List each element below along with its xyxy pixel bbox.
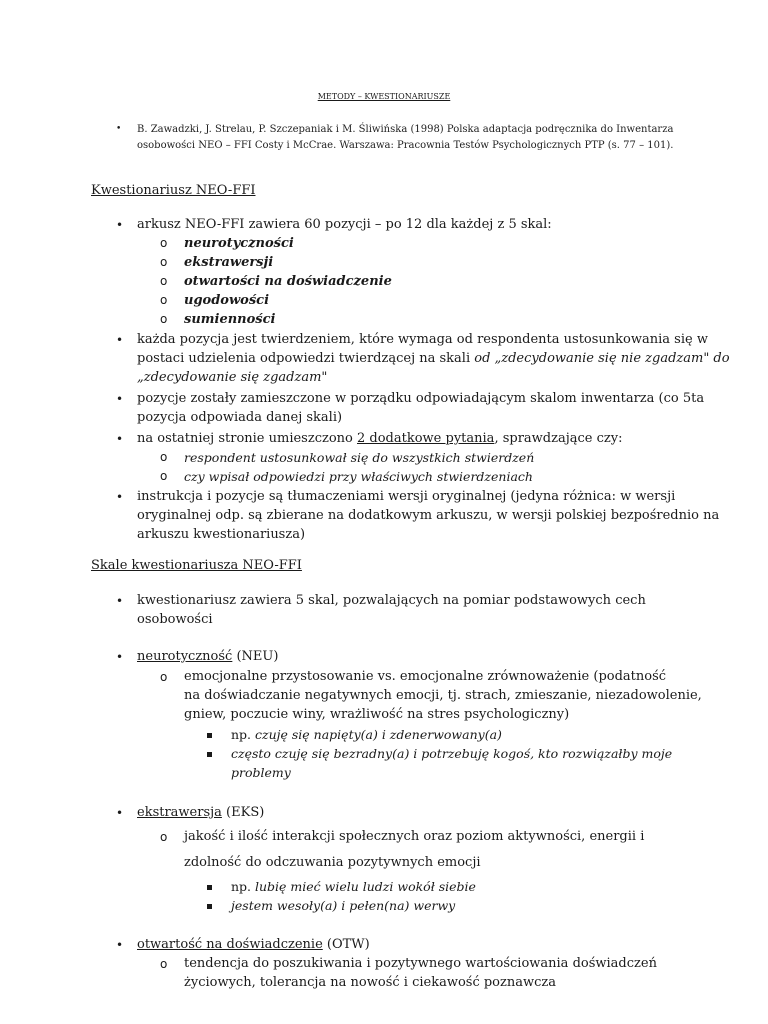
circle-bullet-icon: o [160,957,168,971]
reference-line-2: osobowości NEO – FFI Costy i McCrae. Warszawa: Pracownia Testów Psychologicznych PTP (s. 77 – 101). [137,140,674,151]
scale-example [231,877,476,896]
scale-example [231,725,502,744]
scale-otw-heading [137,935,370,954]
scale-code: (EKS) [221,805,265,820]
circle-bullet-icon: o [160,274,168,288]
extra-questions-highlight: 2 dodatkowe pytania [357,431,495,446]
bullet-icon: • [116,650,124,664]
square-bullet-icon [207,904,212,909]
bullet-item-order-line: pozycje zostały zamieszczone w porządku odpowiadającym skalom inwentarza (co 5ta [137,391,705,406]
bullet-item-items-count: arkusz NEO-FFI zawiera 60 pozycji – po 12 dla każdej z 5 skal: [137,217,552,232]
square-bullet-icon [207,733,212,738]
bullet-item-statement-line: każda pozycja jest twierdzeniem, które wymaga od respondenta ustosunkowania się w [137,332,708,347]
bullet-icon: • [116,392,124,406]
circle-bullet-icon: o [160,670,168,684]
scale-description-line: tendencja do poszukiwania i pozytywnego wartościowania doświadczeń [184,956,657,971]
square-bullet-icon [207,885,212,890]
bullet-item-translation-line: instrukcja i pozycje są tłumaczeniami wersji oryginalnej (jedyna różnica: w wersji [137,489,676,504]
reference-line-1: B. Zawadzki, J. Strelau, P. Szczepaniak i M. Śliwińska (1998) Polska adaptacja podręcznika do Inwentarza [137,124,674,135]
example-text: lubię mieć wielu ludzi wokół siebie [255,879,476,894]
section-heading-scales: Skale kwestionariusza NEO-FFI [91,558,302,573]
scale-code: (NEU) [232,649,279,664]
scale-code: (OTW) [322,937,370,952]
bullet-item-statement-line [137,349,730,368]
section-heading-neo-ffi: Kwestionariusz NEO-FFI [91,183,256,198]
scale-item: otwartości na doświadczenie [184,274,392,289]
circle-bullet-icon: o [160,450,168,464]
intro-line: osobowości [137,612,213,627]
scale-range-text: „zdecydowanie się zgadzam" [137,370,328,385]
bullet-item-translation-line: arkuszu kwestionariusza) [137,527,306,542]
extra-question-item: respondent ustosunkował się do wszystkich stwierdzeń [184,450,535,465]
circle-bullet-icon: o [160,830,168,844]
scale-description-line: jakość i ilość interakcji społecznych oraz poziom aktywności, energii i [184,829,645,844]
scale-item: ekstrawersji [184,255,274,270]
scale-name: otwartość na doświadczenie [137,937,323,952]
page-title: METODY – KWESTIONARIUSZE [317,92,451,101]
square-bullet-icon [207,752,212,757]
scale-description-line: życiowych, tolerancja na nowość i ciekawość poznawcza [184,975,556,990]
circle-bullet-icon: o [160,255,168,269]
scale-eks-heading [137,803,264,822]
bullet-icon: • [116,218,124,232]
bullet-icon: • [116,938,124,952]
bullet-icon: • [116,432,124,446]
intro-line: kwestionariusz zawiera 5 skal, pozwalających na pomiar podstawowych cech [137,593,646,608]
scale-name: ekstrawersja [137,805,222,820]
scale-example: problemy [231,765,291,780]
scale-description-line: gniew, poczucie winy, wrażliwość na stres psychologiczny) [184,707,570,722]
bullet-item-order-line: pozycja odpowiada danej skali) [137,410,343,425]
extra-questions-text: , sprawdzające czy: [494,431,623,446]
bullet-icon: • [116,124,122,134]
circle-bullet-icon: o [160,236,168,250]
example-prefix: np. [231,727,255,742]
bullet-icon: • [116,806,124,820]
scale-description-line: zdolność do odczuwania pozytywnych emocji [184,855,481,870]
bullet-icon: • [116,333,124,347]
extra-questions-text: na ostatniej stronie umieszczono [137,431,357,446]
bullet-icon: • [116,594,124,608]
statement-text: postaci udzielenia odpowiedzi twierdzącej na skali [137,351,475,366]
circle-bullet-icon: o [160,293,168,307]
bullet-item-translation-line: oryginalnej odp. są zbierane na dodatkowym arkuszu, w wersji polskiej bezpośrednio na [137,508,720,523]
example-text: czuję się napięty(a) i zdenerwowany(a) [255,727,502,742]
example-prefix: np. [231,879,255,894]
bullet-item-extra-questions [137,429,622,448]
scale-item: ugodowości [184,293,270,308]
scale-description-line: na doświadczanie negatywnych emocji, tj. strach, zmieszanie, niezadowolenie, [184,688,702,703]
scale-item: neurotyczności [184,236,294,251]
scale-neu-heading [137,647,278,666]
scale-example: często czuję się bezradny(a) i potrzebuję kogoś, kto rozwiązałby moje [231,746,673,761]
scale-description-line: emocjonalne przystosowanie vs. emocjonalne zrównoważenie (podatność [184,669,667,684]
extra-question-item: czy wpisał odpowiedzi przy właściwych stwierdzeniach [184,469,533,484]
scale-name: neurotyczność [137,649,233,664]
circle-bullet-icon: o [160,469,168,483]
scale-range-text: od „zdecydowanie się nie zgadzam" do [474,351,730,366]
bullet-icon: • [116,490,124,504]
scale-item: sumienności [184,312,276,327]
circle-bullet-icon: o [160,312,168,326]
scale-example: jestem wesoły(a) i pełen(na) werwy [231,898,456,913]
